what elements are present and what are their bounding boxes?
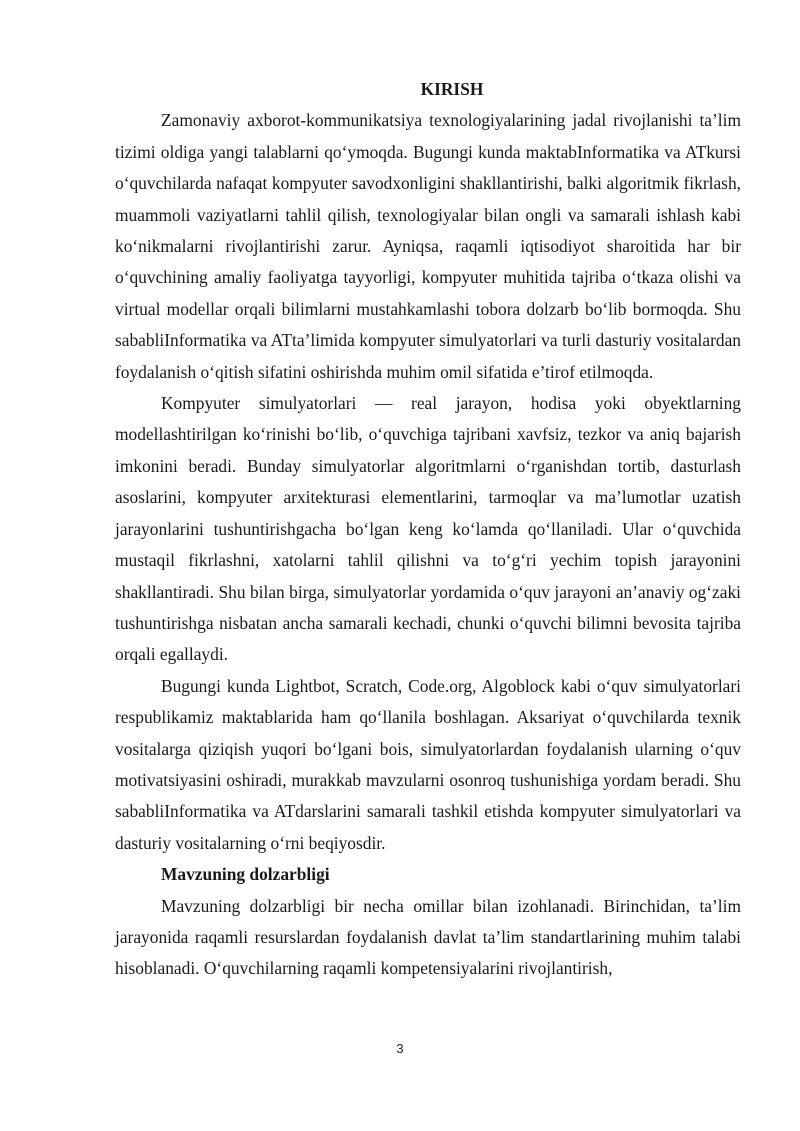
page-title: KIRISH bbox=[420, 79, 484, 99]
section-paragraph: Mavzuning dolzarbligi bir necha omillar bilan izohlanadi. Birinchidan, ta’lim jarayonida raqamli resurslardan foydalanish davlat ta’lim standartlarining muhim talabi hisoblanadi. O‘quvchilarning raqamli kompetensiyalarini rivojlantirish, bbox=[115, 895, 741, 979]
page-number: 3 bbox=[396, 1041, 404, 1056]
paragraph-1: Zamonaviy axborot-kommunikatsiya texnologiyalarining jadal rivojlanishi ta’lim tizimi oldiga yangi talablarni qo‘ymoqda. Bugungi kunda maktabInformatika va ATkursi o‘quvchilarda nafaqat kompyuter savodxonligini shakllantirishi, balki algoritmik fikrlash, muammoli vaziyatlarni tahlil qilish, texnologiyalar bilan ongli va samarali ishlash kabi ko‘nikmalarni rivojlantirishi zarur. Ayniqsa, raqamli iqtisodiyot sharoitida har bir o‘quvchining amaliy faoliyatga tayyorligi, kompyuter muhitida tajriba o‘tkaza olishi va virtual modellar orqali bilimlarni mustahkamlashi tobora dolzarb bo‘lib bormoqda. Shu sababliInformatika va ATta’limida kompyuter simulyatorlari va turli dasturiy vositalardan foydalanish o‘qitish sifatini oshirishda muhim omil sifatida e’tirof etilmoqda. bbox=[115, 110, 741, 382]
page-content bbox=[115, 74, 741, 985]
paragraph-2: Kompyuter simulyatorlari — real jarayon, hodisa yoki obyektlarning modellashtirilgan ko‘rinishi bo‘lib, o‘quvchiga tajribani xavfsiz, tezkor va aniq bajarish imkonini beradi. Bunday simulyatorlar algoritmlarni o‘rganishdan tortib, dasturlash asoslarini, kompyuter arxitekturasi elementlarini, tarmoqlar va ma’lumotlar uzatish jarayonlarini tushuntirishgacha bo‘lgan keng ko‘lamda qo‘llaniladi. Ular o‘quvchida mustaqil fikrlashni, xatolarni tahlil qilishni va to‘g‘ri yechim topish jarayonini shakllantiradi. Shu bilan birga, simulyatorlar yordamida o‘quv jarayoni an’anaviy og‘zaki tushuntirishga nisbatan ancha samarali kechadi, chunki o‘quvchi bilimni bevosita tajriba orqali egallaydi. bbox=[115, 393, 741, 665]
paragraph-3: Bugungi kunda Lightbot, Scratch, Code.org, Algoblock kabi o‘quv simulyatorlari respublikamiz maktablarida ham qo‘llanila boshlagan. Aksariyat o‘quvchilarda texnik vositalarga qiziqish yuqori bo‘lgani bois, simulyatorlardan foydalanish ularning o‘quv motivatsiyasini oshiradi, murakkab mavzularni osonroq tushunishiga yordam beradi. Shu sababliInformatika va ATdarslarini samarali tashkil etishda kompyuter simulyatorlari va dasturiy vositalarning o‘rni beqiyosdir. bbox=[115, 675, 741, 853]
section-heading: Mavzuning dolzarbligi bbox=[161, 864, 330, 885]
